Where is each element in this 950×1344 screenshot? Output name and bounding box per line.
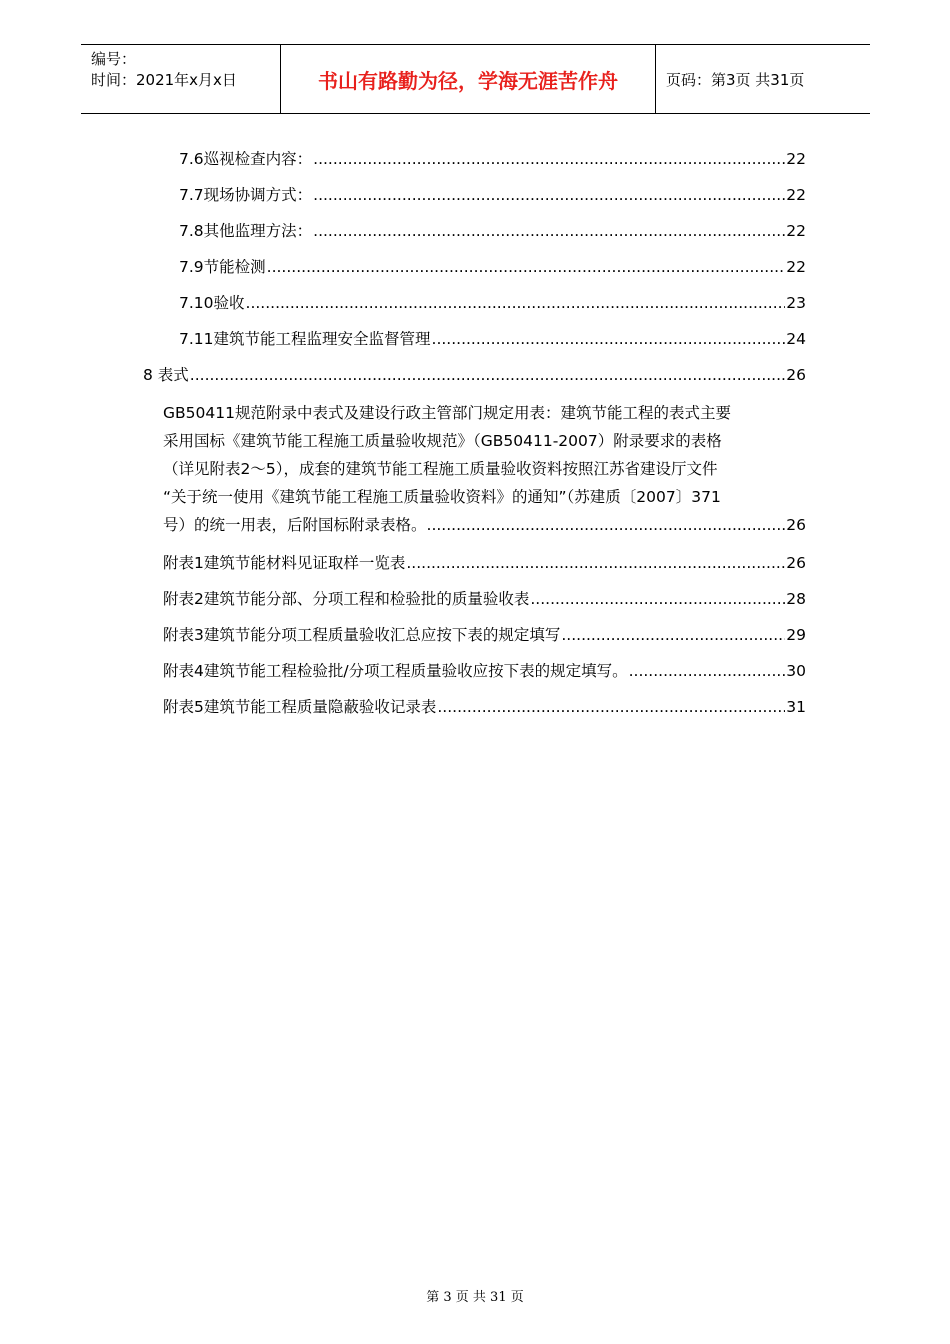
toc-entry-title: 附表1建筑节能材料见证取样一览表	[163, 554, 406, 572]
toc-entry[interactable]	[143, 364, 806, 386]
paragraph-line: “关于统一使用《建筑节能工程施工质量验收资料》的通知”（苏建质〔2007〕371	[163, 488, 721, 506]
toc-entry-page: 22	[786, 222, 806, 240]
paragraph-last-line	[163, 511, 806, 539]
toc-entry-page: 26	[786, 554, 806, 572]
toc-entry-page: 30	[786, 662, 806, 680]
toc-entry[interactable]	[179, 148, 806, 170]
toc-entry-page: 22	[786, 258, 806, 276]
toc-entry[interactable]	[179, 256, 806, 278]
toc-entry-page: 29	[786, 626, 806, 644]
toc-entry-title: 7.10验收	[179, 294, 245, 312]
toc-entry-title: 7.9节能检测	[179, 258, 266, 276]
toc-entry-title: 附表3建筑节能分项工程质量验收汇总应按下表的规定填写	[163, 626, 561, 644]
code-label: 编号：	[91, 50, 137, 68]
toc-entry[interactable]	[179, 220, 806, 242]
toc-paragraph-entry[interactable]	[163, 399, 806, 539]
toc-entry-appendix[interactable]	[163, 696, 806, 718]
toc-entry-title: 7.6巡视检查内容：	[179, 150, 313, 168]
time-label: 时间：2021年x月x日	[91, 71, 237, 89]
toc-entry-appendix[interactable]	[163, 588, 806, 610]
toc-entry-title: 7.11建筑节能工程监理安全监督管理	[179, 330, 431, 348]
toc-entry-title: 附表5建筑节能工程质量隐蔽验收记录表	[163, 698, 437, 716]
toc-entry-page: 28	[786, 590, 806, 608]
toc-entry-page: 22	[786, 150, 806, 168]
toc-entry-page: 26	[786, 516, 806, 534]
page-footer: 第 3 页 共 31 页	[426, 1290, 524, 1305]
header-meta	[81, 45, 281, 113]
paragraph-line: GB50411规范附录中表式及建设行政主管部门规定用表：建筑节能工程的表式主要	[163, 404, 731, 422]
page-header	[81, 44, 870, 114]
toc-entry[interactable]	[179, 328, 806, 350]
toc-entry-page: 31	[786, 698, 806, 716]
toc-entry-page: 24	[786, 330, 806, 348]
header-page-info: 页码：第3页 共31页	[666, 70, 805, 89]
toc-entry[interactable]	[179, 292, 806, 314]
toc-entry-appendix[interactable]	[163, 660, 806, 682]
header-motto: 书山有路勤为径，学海无涯苦作舟	[281, 45, 656, 113]
paragraph-line: 采用国标《建筑节能工程施工质量验收规范》（GB50411-2007）附录要求的表格	[163, 432, 722, 450]
paragraph-line: （详见附表2～5），成套的建筑节能工程施工质量验收资料按照江苏省建设厅文件	[163, 460, 718, 478]
toc-entry-page: 23	[786, 294, 806, 312]
toc-entry[interactable]	[179, 184, 806, 206]
toc-entry-title: 附表2建筑节能分部、分项工程和检验批的质量验收表	[163, 590, 530, 608]
paragraph-line: 号）的统一用表，后附国标附录表格。	[163, 516, 427, 534]
toc-entry-page: 26	[786, 366, 806, 384]
toc-entry-page: 22	[786, 186, 806, 204]
toc-entry-appendix[interactable]	[163, 552, 806, 574]
toc-entry-appendix[interactable]	[163, 624, 806, 646]
toc-entry-title: 8 表式	[143, 366, 189, 384]
toc-entry-title: 7.7现场协调方式：	[179, 186, 313, 204]
toc-entry-title: 7.8其他监理方法：	[179, 222, 313, 240]
toc-entry-title: 附表4建筑节能工程检验批/分项工程质量验收应按下表的规定填写。	[163, 662, 628, 680]
